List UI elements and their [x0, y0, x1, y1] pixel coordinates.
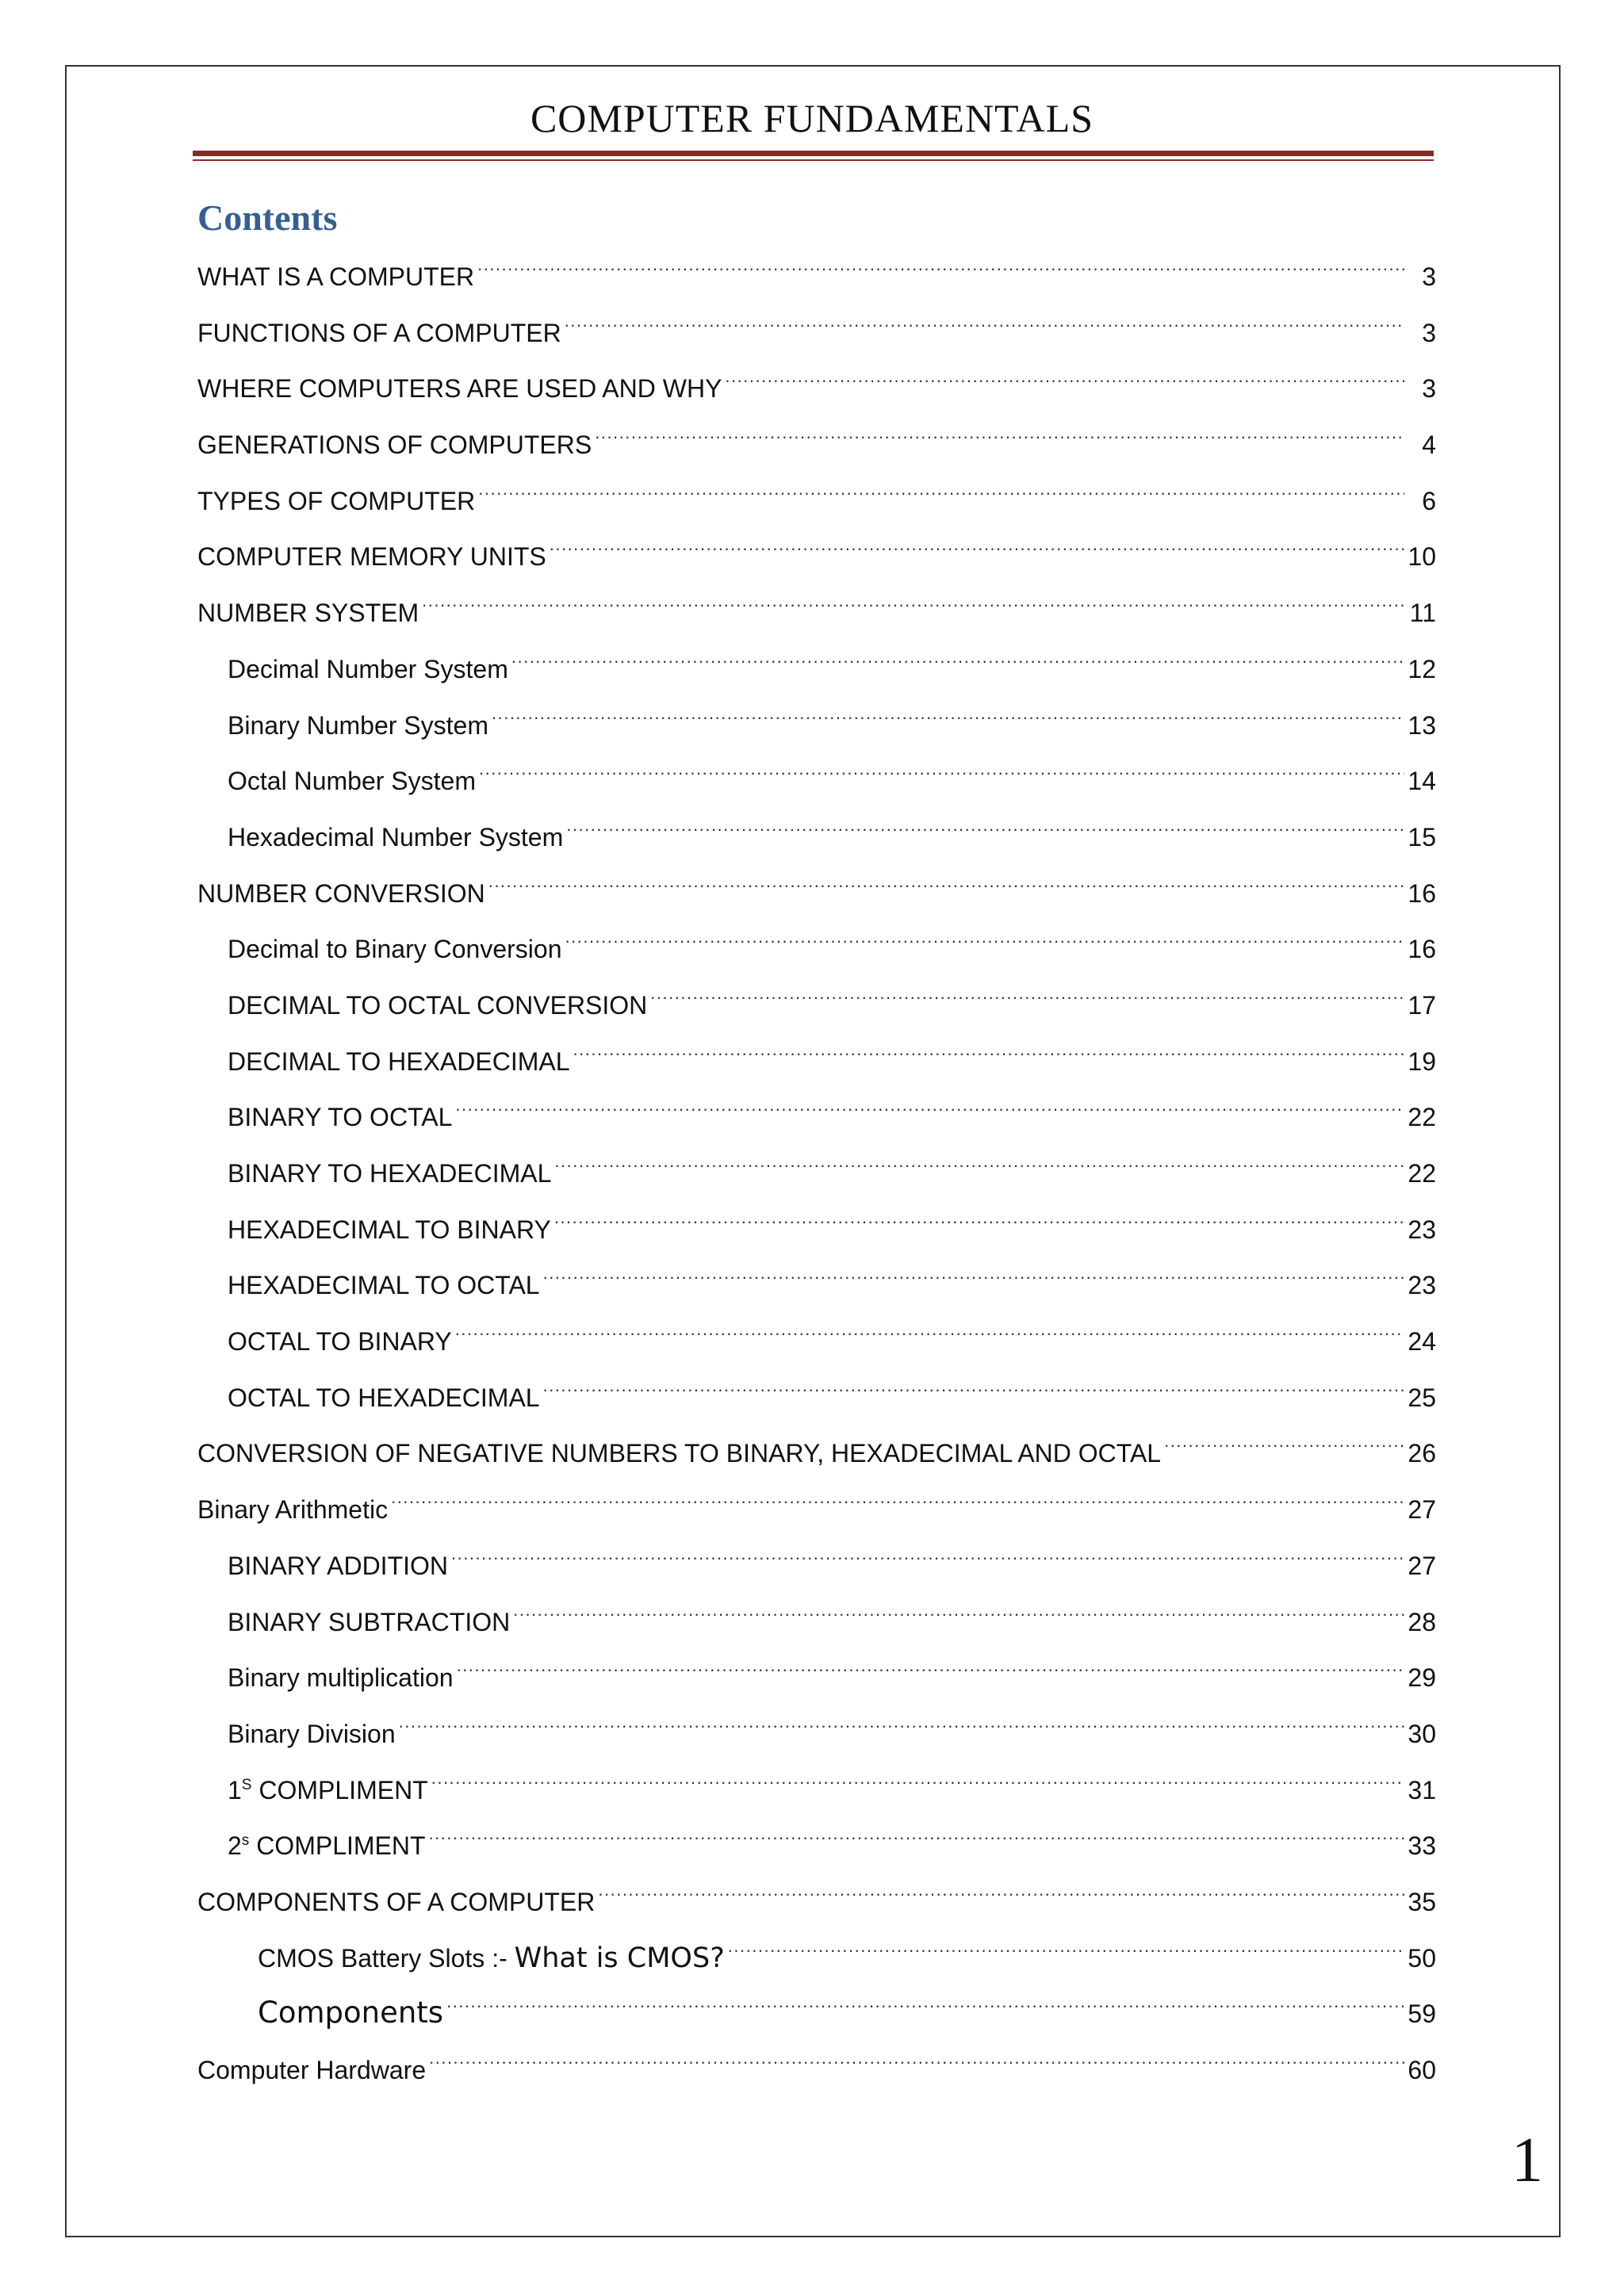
toc-entry-page-number: 30 [1408, 1719, 1436, 1748]
toc-entry[interactable] [197, 1487, 1436, 1543]
toc-entry[interactable] [197, 1879, 1436, 1935]
toc-entry-title-text: CMOS Battery Slots :- [258, 1943, 515, 1973]
toc-entry[interactable] [197, 1430, 1436, 1487]
toc-dot-leader [477, 254, 1404, 285]
toc-entry-title-text: Binary multiplication [228, 1663, 454, 1693]
toc-entry[interactable] [197, 1599, 1436, 1655]
toc-entry-title-text: Binary Division [228, 1719, 396, 1748]
toc-entry-title-text: BINARY TO HEXADECIMAL [228, 1159, 552, 1188]
contents-heading: Contents [197, 197, 338, 238]
toc-entry[interactable] [197, 1767, 1436, 1823]
toc-entry[interactable] [197, 310, 1436, 366]
toc-entry-title [197, 597, 419, 629]
toc-entry-page-number: 10 [1408, 542, 1436, 572]
toc-entry-title [228, 1662, 454, 1693]
toc-entry-title [228, 1830, 426, 1862]
toc-entry-title [228, 821, 563, 853]
toc-entry-title [197, 485, 475, 517]
toc-entry-title-prefix: 2 [228, 1831, 242, 1861]
toc-entry-title-text: CONVERSION OF NEGATIVE NUMBERS TO BINARY, HEXADECIMAL AND OCTAL [197, 1439, 1162, 1468]
toc-dot-leader [455, 1094, 1404, 1126]
toc-entry-page-number: 14 [1408, 767, 1436, 796]
toc-entry-title-text: HEXADECIMAL TO OCTAL [228, 1271, 540, 1300]
toc-entry-title-text: OCTAL TO HEXADECIMAL [228, 1383, 540, 1412]
toc-entry-title-prefix: 1 [228, 1775, 242, 1804]
toc-entry[interactable] [197, 2047, 1436, 2103]
toc-entry-title [228, 1158, 551, 1189]
toc-entry-title-text: Octal Number System [228, 767, 476, 796]
toc-dot-leader [429, 2047, 1404, 2079]
toc-entry-page-number: 15 [1408, 822, 1436, 851]
toc-entry-page-number: 3 [1422, 374, 1436, 404]
toc-entry-title-text: BINARY TO OCTAL [228, 1103, 453, 1132]
toc-entry[interactable] [197, 1375, 1436, 1431]
table-of-contents [197, 254, 1436, 2103]
toc-entry[interactable] [197, 254, 1436, 310]
toc-entry[interactable] [197, 1543, 1436, 1599]
toc-entry[interactable] [197, 534, 1436, 590]
toc-dot-leader [399, 1711, 1404, 1743]
toc-dot-leader [554, 1150, 1404, 1182]
toc-entry-title-text: DECIMAL TO HEXADECIMAL [228, 1047, 570, 1076]
toc-dot-leader [728, 1935, 1404, 1967]
toc-entry[interactable] [197, 926, 1436, 982]
toc-entry[interactable] [197, 646, 1436, 702]
toc-dot-leader [391, 1487, 1404, 1518]
toc-entry-title [228, 1046, 570, 1077]
toc-entry-page-number: 29 [1408, 1663, 1436, 1693]
toc-dot-leader [492, 702, 1404, 734]
toc-dot-leader [488, 871, 1404, 902]
toc-dot-leader [573, 1039, 1404, 1070]
toc-entry-title [258, 1997, 443, 2030]
toc-entry-title [197, 1437, 1161, 1469]
toc-dot-leader [457, 1655, 1404, 1686]
toc-entry-page-number: 59 [1408, 1999, 1436, 2029]
toc-entry-page-number: 3 [1422, 318, 1436, 347]
toc-entry-title [228, 989, 647, 1021]
toc-entry-title-text: BINARY SUBTRACTION [228, 1607, 511, 1636]
toc-entry-title-text: COMPONENTS OF A COMPUTER [197, 1887, 596, 1916]
toc-entry-title [228, 1214, 551, 1246]
toc-dot-leader [429, 1823, 1404, 1854]
toc-entry[interactable] [197, 1318, 1436, 1375]
toc-entry[interactable] [197, 1991, 1436, 2047]
toc-entry-title [228, 1774, 428, 1806]
toc-dot-leader [595, 422, 1404, 453]
toc-entry-title [197, 429, 592, 461]
toc-entry-page-number: 17 [1408, 990, 1436, 1020]
toc-entry-title [228, 1382, 540, 1414]
toc-entry-title-text: Binary Number System [228, 710, 488, 740]
toc-entry-page-number: 12 [1408, 654, 1436, 683]
toc-entry-title-text: Hexadecimal Number System [228, 822, 564, 851]
toc-entry-page-number: 27 [1408, 1551, 1436, 1580]
toc-entry-page-number: 13 [1408, 710, 1436, 740]
toc-dot-leader [565, 926, 1405, 958]
toc-entry-title-alt: Components [258, 1996, 444, 2030]
toc-entry-title [228, 653, 508, 685]
toc-entry[interactable] [197, 871, 1436, 927]
toc-dot-leader [1164, 1430, 1404, 1462]
toc-entry-title-text: Decimal Number System [228, 654, 508, 683]
toc-dot-leader [550, 534, 1404, 565]
toc-entry[interactable] [197, 758, 1436, 814]
toc-dot-leader [598, 1879, 1404, 1911]
toc-entry-title [197, 2054, 426, 2086]
toc-entry-title-text: COMPLIMENT [249, 1831, 426, 1861]
toc-entry-title-superscript: S [241, 1776, 252, 1793]
toc-entry-title [258, 1942, 725, 1974]
toc-entry[interactable] [197, 1262, 1436, 1318]
toc-dot-leader [554, 1207, 1404, 1238]
toc-entry-title [228, 1606, 510, 1638]
toc-entry-title [197, 261, 474, 293]
toc-dot-leader [650, 982, 1404, 1014]
toc-dot-leader [451, 1543, 1404, 1575]
toc-dot-leader [543, 1375, 1404, 1406]
toc-entry-title-text: NUMBER CONVERSION [197, 878, 485, 908]
toc-entry[interactable] [197, 1207, 1436, 1263]
toc-entry-page-number: 28 [1408, 1607, 1436, 1636]
toc-entry-title-text: FUNCTIONS OF A COMPUTER [197, 318, 561, 347]
toc-entry-title-text: NUMBER SYSTEM [197, 599, 419, 628]
toc-entry-title [197, 878, 485, 909]
toc-entry[interactable] [197, 982, 1436, 1039]
toc-entry-page-number: 50 [1408, 1943, 1436, 1973]
toc-dot-leader [455, 1318, 1404, 1350]
toc-entry[interactable] [197, 1711, 1436, 1767]
toc-dot-leader [478, 478, 1404, 510]
toc-entry-page-number: 23 [1408, 1215, 1436, 1244]
toc-entry[interactable] [197, 814, 1436, 871]
toc-entry-page-number: 31 [1408, 1775, 1436, 1804]
toc-entry-page-number: 25 [1408, 1383, 1436, 1412]
toc-entry-title-text: Binary Arithmetic [197, 1495, 389, 1525]
toc-entry-title [197, 317, 561, 349]
toc-entry[interactable] [197, 1094, 1436, 1150]
toc-entry-title [197, 1886, 595, 1918]
toc-entry-title [228, 1550, 448, 1582]
toc-entry-title-text: GENERATIONS OF COMPUTERS [197, 430, 592, 460]
toc-entry-title [228, 1718, 396, 1750]
toc-entry[interactable] [197, 1935, 1436, 1992]
toc-entry-page-number: 23 [1408, 1271, 1436, 1300]
toc-entry-page-number: 60 [1408, 2056, 1436, 2084]
toc-entry-title [197, 1494, 388, 1525]
toc-entry-title [197, 373, 722, 404]
toc-entry-title [228, 1101, 452, 1133]
toc-entry-page-number: 19 [1408, 1047, 1436, 1076]
toc-entry-title-superscript: s [241, 1832, 250, 1850]
toc-entry-title-text: WHAT IS A COMPUTER [197, 262, 475, 291]
toc-entry-page-number: 22 [1408, 1159, 1436, 1188]
page-header-title: COMPUTER FUNDAMENTALS [530, 96, 1094, 140]
toc-entry-title-text: HEXADECIMAL TO BINARY [228, 1215, 551, 1244]
toc-entry[interactable] [197, 702, 1436, 759]
toc-entry[interactable] [197, 422, 1436, 478]
toc-entry-page-number: 22 [1408, 1103, 1436, 1132]
toc-entry-title-text: COMPLIMENT [251, 1775, 428, 1804]
toc-entry[interactable] [197, 1039, 1436, 1095]
toc-dot-leader [565, 310, 1404, 342]
toc-dot-leader [446, 1991, 1404, 2022]
toc-entry-title [228, 1326, 452, 1357]
toc-entry-title-text: BINARY ADDITION [228, 1551, 448, 1580]
toc-entry-title-alt: What is CMOS? [514, 1942, 725, 1974]
toc-dot-leader [422, 590, 1404, 622]
toc-entry-title [197, 541, 546, 572]
toc-dot-leader [479, 758, 1404, 790]
toc-entry-title-text: TYPES OF COMPUTER [197, 486, 476, 515]
toc-entry-page-number: 3 [1422, 262, 1436, 291]
toc-entry[interactable] [197, 1823, 1436, 1879]
toc-dot-leader [566, 814, 1404, 846]
toc-entry-page-number: 35 [1408, 1887, 1436, 1916]
toc-dot-leader [511, 646, 1404, 678]
toc-entry-title-text: Decimal to Binary Conversion [228, 935, 562, 964]
toc-entry-title [228, 933, 562, 965]
toc-entry-title [228, 765, 476, 797]
page-number: 1 [1511, 2126, 1543, 2195]
toc-entry[interactable] [197, 478, 1436, 534]
toc-entry[interactable] [197, 1655, 1436, 1711]
toc-entry-title [228, 710, 488, 741]
toc-entry-title-text: COMPUTER MEMORY UNITS [197, 542, 546, 572]
toc-entry-page-number: 27 [1408, 1495, 1436, 1525]
toc-entry-page-number: 16 [1408, 935, 1436, 964]
toc-entry-title-text: DECIMAL TO OCTAL CONVERSION [228, 990, 648, 1020]
toc-entry[interactable] [197, 365, 1436, 422]
toc-entry-page-number: 24 [1408, 1327, 1436, 1357]
toc-dot-leader [431, 1767, 1404, 1799]
toc-entry-page-number: 4 [1422, 430, 1436, 460]
toc-entry-page-number: 16 [1408, 878, 1436, 908]
header-rule [193, 151, 1434, 156]
toc-entry[interactable] [197, 1150, 1436, 1207]
toc-entry-title [228, 1269, 540, 1301]
toc-dot-leader [725, 365, 1404, 397]
header-rule-thin [193, 159, 1434, 161]
toc-entry-page-number: 26 [1408, 1439, 1436, 1468]
toc-entry-page-number: 6 [1422, 486, 1436, 515]
toc-dot-leader [513, 1599, 1404, 1631]
toc-entry-page-number: 11 [1409, 599, 1436, 628]
toc-entry-title-text: Computer Hardware [197, 2056, 427, 2084]
toc-entry-page-number: 33 [1408, 1831, 1436, 1861]
toc-entry-title-text: WHERE COMPUTERS ARE USED AND WHY [197, 374, 722, 404]
toc-entry[interactable] [197, 590, 1436, 646]
toc-dot-leader [543, 1262, 1404, 1294]
toc-entry-title-text: OCTAL TO BINARY [228, 1327, 452, 1357]
